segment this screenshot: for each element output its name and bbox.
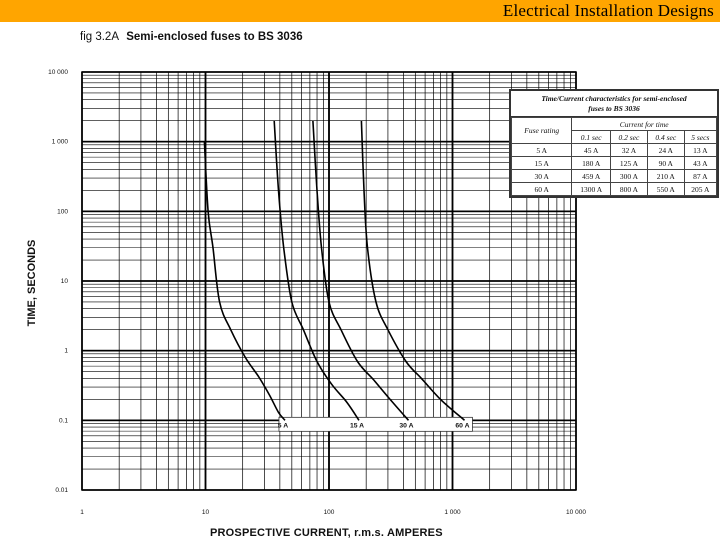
y-tick-label: 100: [57, 208, 68, 216]
col-current-for-time: Current for time: [572, 118, 717, 131]
col-time: 0.1 sec: [572, 131, 611, 144]
value-cell: 87 A: [684, 170, 716, 183]
table-title: [511, 91, 717, 117]
value-cell: 205 A: [684, 183, 716, 196]
figure-caption: Semi-enclosed fuses to BS 3036: [126, 31, 303, 43]
value-cell: 13 A: [684, 144, 716, 157]
table-row: [512, 170, 717, 183]
x-tick-label: 100: [323, 509, 335, 516]
value-cell: 45 A: [572, 144, 611, 157]
fuse-curves: [204, 121, 464, 421]
col-time: 0.4 sec: [647, 131, 684, 144]
fuse-characteristics-table: [509, 89, 719, 198]
x-axis-label: PROSPECTIVE CURRENT, r.m.s. AMPERES: [210, 527, 443, 539]
value-cell: 180 A: [572, 157, 611, 170]
table-title-line1: Time/Current characteristics for semi-enclosed: [541, 94, 687, 103]
value-cell: 210 A: [647, 170, 684, 183]
table-row: [512, 157, 717, 170]
rating-cell: 60 A: [512, 183, 572, 196]
curve-label-strip: [279, 417, 472, 431]
x-tick-label: 1: [80, 509, 84, 516]
value-cell: 1300 A: [572, 183, 611, 196]
col-time: 5 secs: [684, 131, 716, 144]
y-tick-label: 0.01: [55, 487, 68, 494]
y-axis-label: TIME, SECONDS: [26, 239, 38, 327]
curve-label: 30 A: [399, 422, 414, 430]
value-cell: 43 A: [684, 157, 716, 170]
curve-label: 5 A: [277, 422, 289, 430]
value-cell: 32 A: [611, 144, 648, 157]
rating-cell: 5 A: [512, 144, 572, 157]
fuse-curve-line: [361, 121, 464, 421]
value-cell: 125 A: [611, 157, 648, 170]
y-tick-label: 1: [64, 347, 68, 355]
x-tick-label: 10 000: [566, 509, 586, 516]
col-fuse-rating: Fuse rating: [512, 118, 572, 144]
curve-label: 60 A: [455, 422, 470, 430]
table-grid: [511, 117, 717, 196]
fuse-curve-line: [313, 121, 409, 421]
value-cell: 24 A: [647, 144, 684, 157]
value-cell: 90 A: [647, 157, 684, 170]
x-tick-label: 10: [201, 509, 210, 516]
rating-cell: 15 A: [512, 157, 572, 170]
value-cell: 300 A: [611, 170, 648, 183]
fuse-curve-line: [274, 121, 359, 421]
header-title: Electrical Installation Designs: [502, 1, 714, 20]
table-row: [512, 144, 717, 157]
col-time: 0.2 sec: [611, 131, 648, 144]
rating-cell: 30 A: [512, 170, 572, 183]
value-cell: 459 A: [572, 170, 611, 183]
value-cell: 550 A: [647, 183, 684, 196]
y-tick-label: 10 000: [48, 69, 68, 76]
curve-label: 15 A: [349, 422, 365, 430]
figure-number: fig 3.2A: [80, 31, 119, 43]
y-tick-label: 0.1: [58, 417, 68, 425]
table-row: [512, 183, 717, 196]
x-tick-label: 1 000: [444, 509, 461, 516]
y-tick-label: 1 000: [51, 138, 68, 146]
table-title-line2: fuses to BS 3036: [588, 104, 640, 113]
value-cell: 800 A: [611, 183, 648, 196]
y-tick-label: 10: [60, 278, 68, 285]
